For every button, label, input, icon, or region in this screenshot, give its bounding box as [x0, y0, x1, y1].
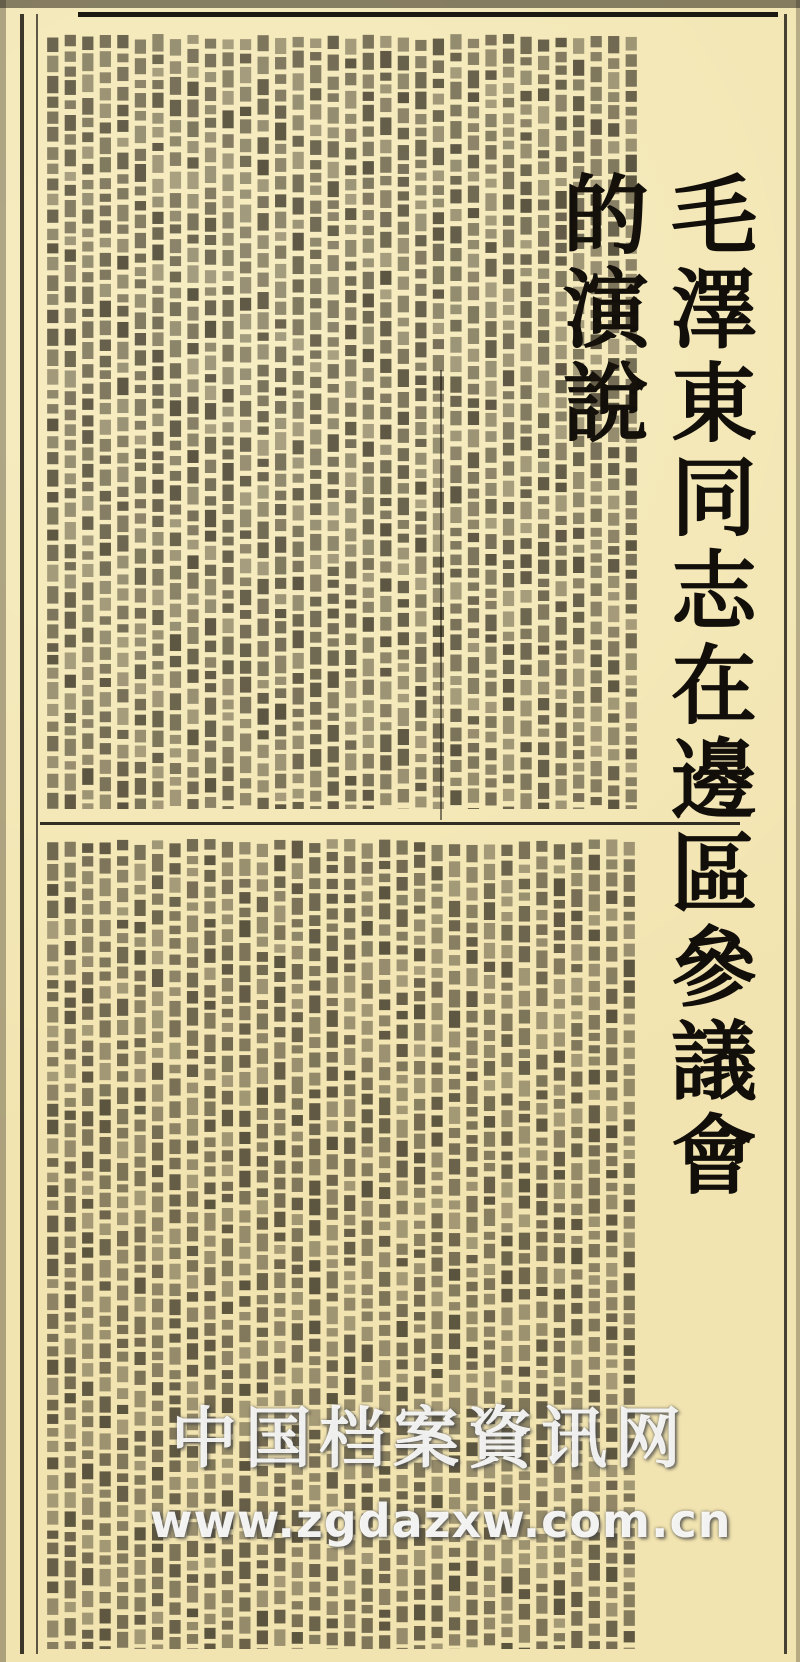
torn-left-edge — [0, 0, 6, 1662]
torn-right-edge — [796, 0, 800, 1662]
watermark-url: www.zgdazxw.com.cn — [150, 1494, 732, 1548]
left-border-rule — [20, 14, 24, 1654]
torn-top-edge — [0, 0, 800, 8]
section-divider-rule — [40, 822, 740, 825]
article-body-lower — [44, 835, 638, 1655]
article-headline: 毛澤東同志在邊區參議會 演說 — [548, 170, 757, 1204]
left-inner-rule — [36, 14, 38, 1654]
article-body-upper — [44, 30, 640, 815]
top-border-rule — [78, 12, 778, 17]
right-border-rule — [784, 14, 787, 1654]
watermark-site-name: 中国档案資讯网 — [171, 1400, 689, 1477]
